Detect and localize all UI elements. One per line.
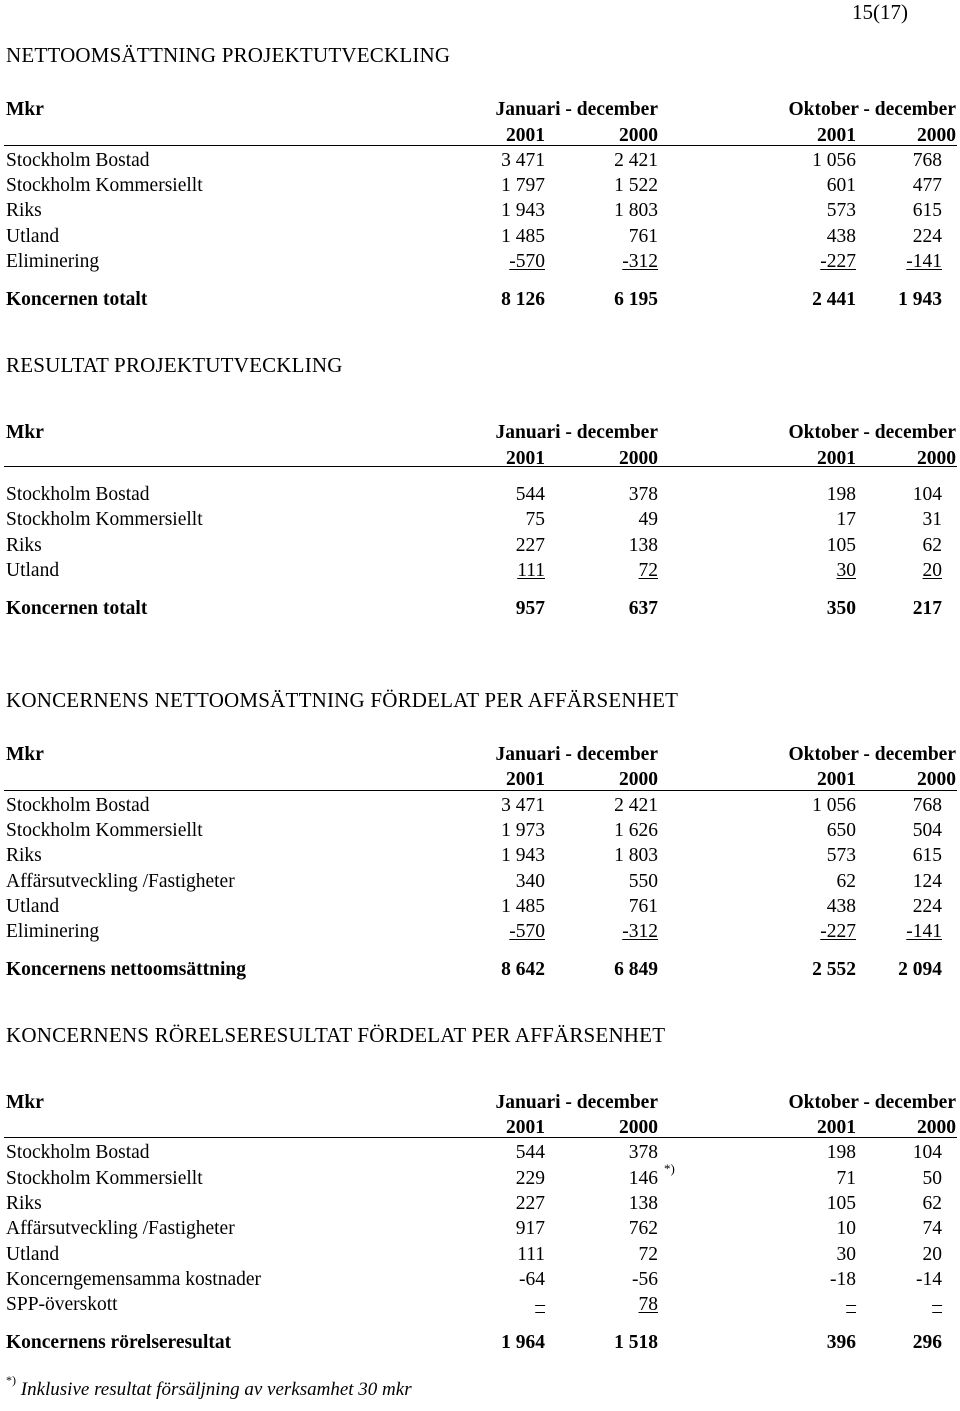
year-header: 2001 <box>506 1117 545 1138</box>
row-label: Affärsutveckling /Fastigheter <box>6 871 235 892</box>
total-value: 2 094 <box>898 959 942 980</box>
unit-label: Mkr <box>6 99 44 120</box>
cell-value: -570 <box>509 251 545 272</box>
cell-value: 761 <box>628 226 658 247</box>
cell-value: 104 <box>912 484 942 505</box>
cell-value: 105 <box>826 1193 856 1214</box>
cell-value: 20 <box>922 1244 942 1265</box>
cell-value: 72 <box>638 1244 658 1265</box>
total-value: 396 <box>826 1332 856 1353</box>
row-label: Koncerngemensamma kostnader <box>6 1269 262 1290</box>
row-label: Stockholm Bostad <box>6 150 150 171</box>
period-header-jan-dec: Januari - december <box>495 422 658 443</box>
cell-value: 378 <box>628 1142 658 1163</box>
cell-value: 3 471 <box>501 795 545 816</box>
cell-value: 615 <box>912 200 942 221</box>
year-header: 2000 <box>917 1117 956 1138</box>
cell-value: 75 <box>525 509 545 530</box>
year-header: 2001 <box>506 769 545 790</box>
cell-value: 74 <box>922 1218 942 1239</box>
total-value: 6 195 <box>614 289 658 310</box>
cell-value: 544 <box>515 484 545 505</box>
cell-value: 62 <box>922 535 942 556</box>
cell-value: 30 <box>836 560 856 581</box>
cell-value: -141 <box>906 921 942 942</box>
cell-value: -312 <box>622 251 658 272</box>
year-header: 2000 <box>619 125 658 146</box>
cell-value: 105 <box>826 535 856 556</box>
cell-value: 762 <box>628 1218 658 1239</box>
total-value: 1 964 <box>501 1332 545 1353</box>
cell-value: 31 <box>922 509 942 530</box>
cell-value: 550 <box>628 871 658 892</box>
cell-value: 1 485 <box>501 226 545 247</box>
row-label: Utland <box>6 896 60 917</box>
total-value: 296 <box>912 1332 942 1353</box>
cell-value: 104 <box>912 1142 942 1163</box>
year-header: 2000 <box>917 125 956 146</box>
cell-value: 1 803 <box>614 200 658 221</box>
cell-value: 111 <box>517 1244 545 1265</box>
total-value: 350 <box>826 598 856 619</box>
period-header-okt-dec: Oktober - december <box>788 744 956 765</box>
cell-value: 504 <box>912 820 942 841</box>
year-header: 2000 <box>917 769 956 790</box>
cell-value: -312 <box>622 921 658 942</box>
total-value: 957 <box>515 598 545 619</box>
cell-value: – <box>846 1294 856 1315</box>
cell-value: 2 421 <box>614 795 658 816</box>
period-header-okt-dec: Oktober - december <box>788 1092 956 1113</box>
cell-value: 30 <box>836 1244 856 1265</box>
period-header-jan-dec: Januari - december <box>495 1092 658 1113</box>
cell-value: 229 <box>515 1168 545 1189</box>
footnote-text: Inklusive resultat försäljning av verksamhet 30 mkr <box>20 1379 412 1400</box>
cell-value: 198 <box>826 1142 856 1163</box>
cell-value: 573 <box>826 200 856 221</box>
cell-value: 1 797 <box>501 175 545 196</box>
row-label: Utland <box>6 226 60 247</box>
cell-value: 1 943 <box>501 200 545 221</box>
cell-value: 378 <box>628 484 658 505</box>
footnote-mark: *) <box>6 1373 16 1387</box>
cell-value: 62 <box>836 871 856 892</box>
cell-value: -64 <box>519 1269 545 1290</box>
cell-value: 1 803 <box>614 845 658 866</box>
cell-value: 224 <box>912 896 942 917</box>
cell-value: 615 <box>912 845 942 866</box>
year-header: 2000 <box>619 1117 658 1138</box>
unit-label: Mkr <box>6 1092 44 1113</box>
cell-value: 124 <box>912 871 942 892</box>
total-label: Koncernen totalt <box>6 598 148 619</box>
cell-value: 227 <box>515 1193 545 1214</box>
cell-value: -56 <box>632 1269 658 1290</box>
cell-value: -18 <box>830 1269 856 1290</box>
cell-value: 227 <box>515 535 545 556</box>
cell-value: 1 973 <box>501 820 545 841</box>
row-label: Eliminering <box>6 921 100 942</box>
total-value: 2 441 <box>812 289 856 310</box>
footnote <box>6 1373 412 1400</box>
row-label: Riks <box>6 845 42 866</box>
year-header: 2001 <box>506 448 545 469</box>
total-value: 8 642 <box>501 959 545 980</box>
row-label: Stockholm Bostad <box>6 484 150 505</box>
year-header: 2001 <box>817 125 856 146</box>
row-label: Utland <box>6 1244 60 1265</box>
total-value: 2 552 <box>812 959 856 980</box>
cell-value: 3 471 <box>501 150 545 171</box>
total-label: Koncernens nettoomsättning <box>6 959 246 980</box>
cell-value: 477 <box>912 175 942 196</box>
cell-value: 1 056 <box>812 150 856 171</box>
cell-value: 1 485 <box>501 896 545 917</box>
cell-value: – <box>932 1294 942 1315</box>
cell-value: -14 <box>916 1269 942 1290</box>
cell-value: 1 522 <box>614 175 658 196</box>
total-value: 6 849 <box>614 959 658 980</box>
section-title: NETTOOMSÄTTNING PROJEKTUTVECKLING <box>6 43 451 67</box>
cell-value: -141 <box>906 251 942 272</box>
year-header: 2001 <box>817 448 856 469</box>
total-label: Koncernen totalt <box>6 289 148 310</box>
period-header-okt-dec: Oktober - december <box>788 99 956 120</box>
cell-value: 768 <box>912 795 942 816</box>
total-label: Koncernens rörelseresultat <box>6 1332 232 1353</box>
cell-value: 601 <box>826 175 856 196</box>
cell-value: 573 <box>826 845 856 866</box>
section-title: KONCERNENS NETTOOMSÄTTNING FÖRDELAT PER AFFÄRSENHET <box>6 688 679 712</box>
cell-value: 438 <box>826 226 856 247</box>
header-rule <box>4 466 957 467</box>
row-label: Stockholm Kommersiellt <box>6 509 203 530</box>
cell-value: 544 <box>515 1142 545 1163</box>
cell-value: 650 <box>826 820 856 841</box>
cell-value: 138 <box>628 1193 658 1214</box>
year-header: 2000 <box>619 769 658 790</box>
section-title: KONCERNENS RÖRELSERESULTAT FÖRDELAT PER AFFÄRSENHET <box>6 1023 666 1047</box>
cell-value: 17 <box>836 509 856 530</box>
cell-value: 1 626 <box>614 820 658 841</box>
year-header: 2000 <box>619 448 658 469</box>
header-rule <box>4 1137 957 1138</box>
cell-value: 111 <box>517 560 545 581</box>
cell-value: 917 <box>515 1218 545 1239</box>
cell-value: -227 <box>820 921 856 942</box>
period-header-okt-dec: Oktober - december <box>788 422 956 443</box>
cell-value: 340 <box>515 871 545 892</box>
cell-value: 761 <box>628 896 658 917</box>
header-rule <box>4 790 957 791</box>
header-rule <box>4 145 957 146</box>
row-label: Riks <box>6 200 42 221</box>
cell-value: 146 <box>628 1168 658 1189</box>
cell-value: 224 <box>912 226 942 247</box>
year-header: 2001 <box>506 125 545 146</box>
footnote-marker: *) <box>664 1161 675 1176</box>
section-title: RESULTAT PROJEKTUTVECKLING <box>6 353 343 377</box>
cell-value: 10 <box>836 1218 856 1239</box>
row-label: Riks <box>6 1193 42 1214</box>
total-value: 1 518 <box>614 1332 658 1353</box>
cell-value: 62 <box>922 1193 942 1214</box>
year-header: 2001 <box>817 769 856 790</box>
cell-value: 1 943 <box>501 845 545 866</box>
row-label: Stockholm Bostad <box>6 1142 150 1163</box>
row-label: Stockholm Kommersiellt <box>6 1168 203 1189</box>
total-value: 1 943 <box>898 289 942 310</box>
period-header-jan-dec: Januari - december <box>495 744 658 765</box>
cell-value: 72 <box>638 560 658 581</box>
cell-value: 50 <box>922 1168 942 1189</box>
row-label: Utland <box>6 560 60 581</box>
cell-value: 438 <box>826 896 856 917</box>
row-label: SPP-överskott <box>6 1294 118 1315</box>
cell-value: 138 <box>628 535 658 556</box>
cell-value: 20 <box>922 560 942 581</box>
cell-value: 49 <box>638 509 658 530</box>
cell-value: -227 <box>820 251 856 272</box>
year-header: 2000 <box>917 448 956 469</box>
cell-value: 78 <box>638 1294 658 1315</box>
period-header-jan-dec: Januari - december <box>495 99 658 120</box>
page-number: 15(17) <box>852 0 908 24</box>
row-label: Affärsutveckling /Fastigheter <box>6 1218 235 1239</box>
year-header: 2001 <box>817 1117 856 1138</box>
cell-value: 768 <box>912 150 942 171</box>
row-label: Eliminering <box>6 251 100 272</box>
cell-value: 1 056 <box>812 795 856 816</box>
row-label: Stockholm Bostad <box>6 795 150 816</box>
total-value: 637 <box>628 598 658 619</box>
cell-value: 2 421 <box>614 150 658 171</box>
cell-value: – <box>535 1294 545 1315</box>
cell-value: 71 <box>836 1168 856 1189</box>
cell-value: -570 <box>509 921 545 942</box>
row-label: Stockholm Kommersiellt <box>6 175 203 196</box>
unit-label: Mkr <box>6 744 44 765</box>
row-label: Riks <box>6 535 42 556</box>
total-value: 217 <box>912 598 942 619</box>
row-label: Stockholm Kommersiellt <box>6 820 203 841</box>
cell-value: 198 <box>826 484 856 505</box>
unit-label: Mkr <box>6 422 44 443</box>
total-value: 8 126 <box>501 289 545 310</box>
